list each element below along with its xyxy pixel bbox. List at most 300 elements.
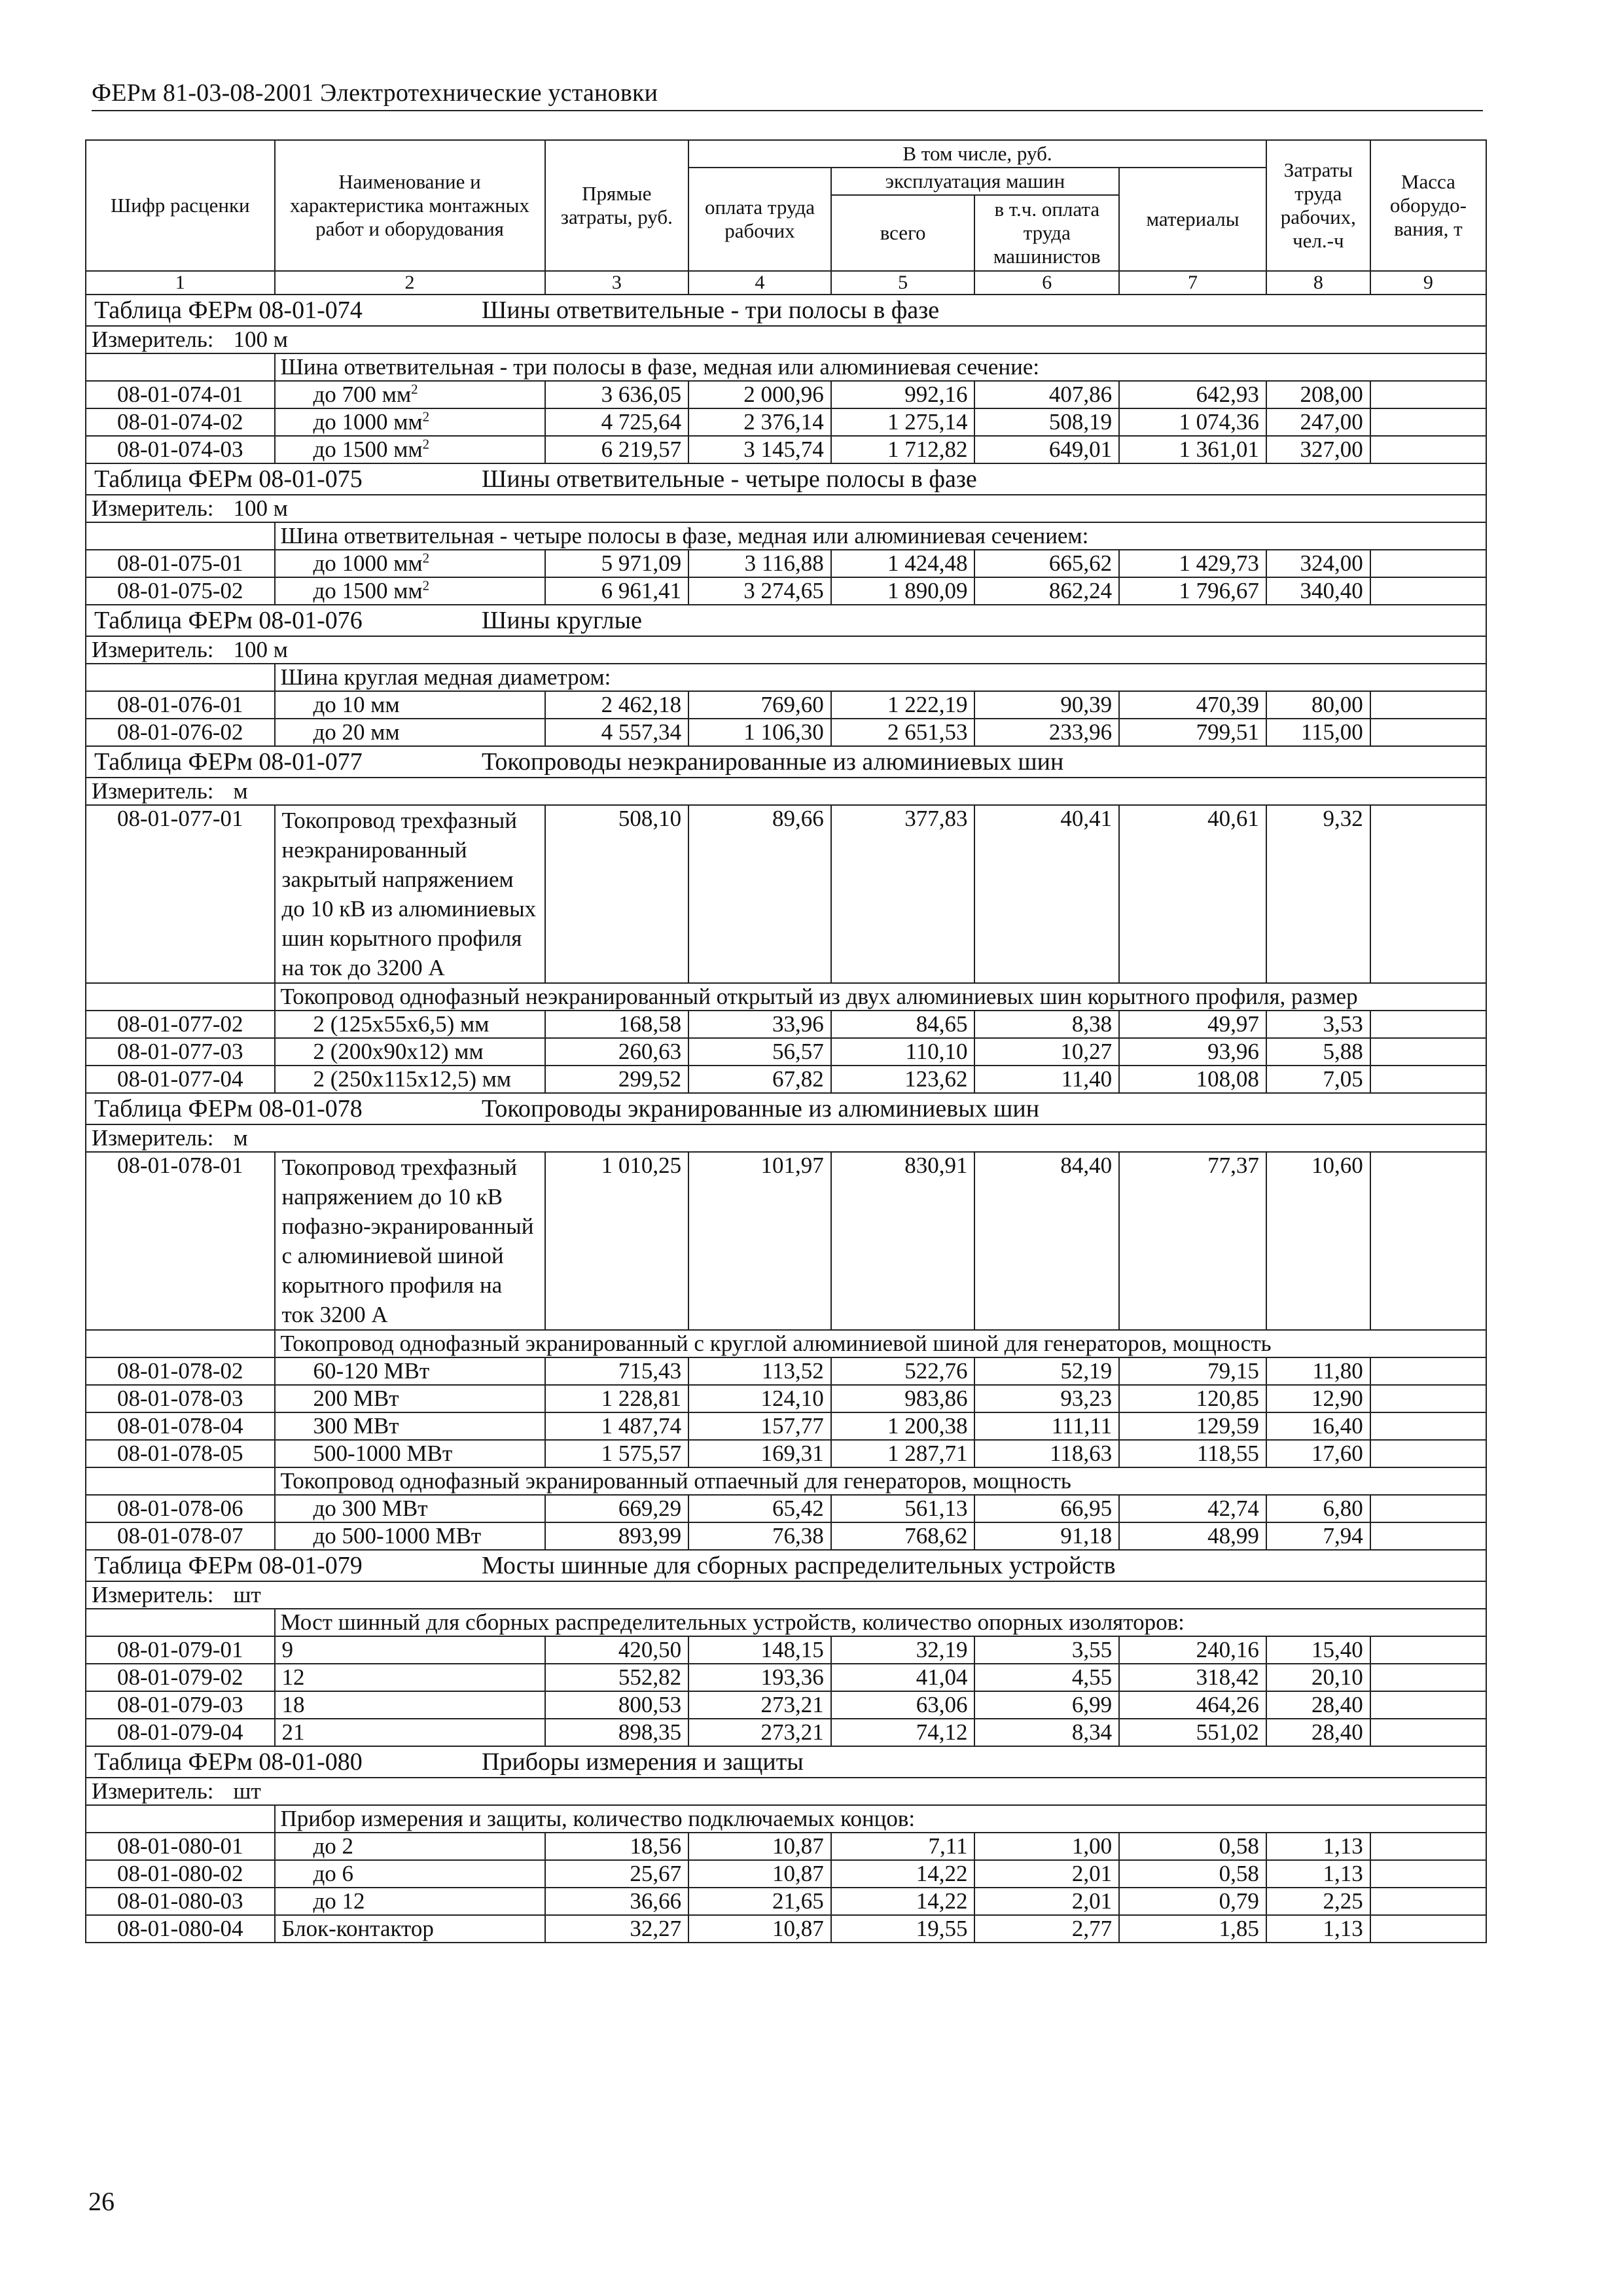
machines-total: 992,16 [831,381,975,408]
table-row [86,1385,1486,1412]
labor-hours: 3,53 [1266,1011,1370,1038]
equipment-mass [1370,1011,1486,1038]
machinist-wages: 6,99 [974,1691,1119,1719]
header-rule [92,110,1483,111]
materials: 642,93 [1119,381,1266,408]
rate-name [275,1522,545,1550]
materials: 470,39 [1119,691,1266,719]
rate-name-text: 9 [281,1637,293,1662]
col-code-header: Шифр расценки [86,140,275,271]
machinist-wages: 93,23 [974,1385,1119,1412]
column-number: 4 [688,271,831,295]
table-row [86,1664,1486,1691]
direct-costs: 18,56 [545,1833,689,1860]
direct-costs: 168,58 [545,1011,689,1038]
worker-wages: 101,97 [688,1152,831,1330]
worker-wages: 65,42 [688,1495,831,1522]
section-title-row [86,1550,1486,1581]
direct-costs: 1 228,81 [545,1385,689,1412]
rate-name-text: до 2 [313,1833,354,1859]
machinist-wages: 10,27 [974,1038,1119,1066]
machinist-wages: 649,01 [974,436,1119,463]
machines-total: 1 424,48 [831,550,975,577]
equipment-mass [1370,1664,1486,1691]
direct-costs: 1 487,74 [545,1412,689,1440]
rate-name-text: 300 МВт [313,1413,399,1439]
rate-code: 08-01-074-01 [86,381,275,408]
section-title-cell [86,1093,1486,1124]
machinist-wages: 4,55 [974,1664,1119,1691]
section-title: Токопроводы неэкранированные из алюминиевых шин [482,748,1064,776]
worker-wages: 76,38 [688,1522,831,1550]
equipment-mass [1370,1066,1486,1093]
section-measure-row [86,1124,1486,1152]
measure-label: Измеритель: [92,327,214,352]
group-description: Шина ответвительная - четыре полосы в фазе, медная или алюминиевая сечением: [275,522,1487,550]
section-title-row [86,746,1486,778]
equipment-mass [1370,436,1486,463]
rate-code: 08-01-077-02 [86,1011,275,1038]
direct-costs: 1 010,25 [545,1152,689,1330]
empty-cell [86,664,275,691]
labor-hours: 9,32 [1266,805,1370,983]
table-row [86,1915,1486,1943]
superscript: 2 [422,436,430,452]
machines-total: 830,91 [831,1152,975,1330]
group-description: Шина круглая медная диаметром: [275,664,1487,691]
group-description-row [86,1609,1486,1636]
rate-name-text: до 1000 мм [313,409,423,435]
group-description-row [86,353,1486,381]
rate-name [275,577,545,605]
machines-total: 123,62 [831,1066,975,1093]
machinist-wages: 407,86 [974,381,1119,408]
rate-code: 08-01-079-01 [86,1636,275,1664]
page-number: 26 [88,2187,115,2216]
machines-total: 1 275,14 [831,408,975,436]
group-description: Токопровод однофазный неэкранированный открытый из двух алюминиевых шин корытного профиля, размер [275,983,1487,1011]
direct-costs: 5 971,09 [545,550,689,577]
rate-name [275,550,545,577]
rate-code: 08-01-075-02 [86,577,275,605]
worker-wages: 3 274,65 [688,577,831,605]
equipment-mass [1370,1915,1486,1943]
labor-hours: 1,13 [1266,1833,1370,1860]
labor-hours: 2,25 [1266,1888,1370,1915]
equipment-mass [1370,1412,1486,1440]
column-numbers-row [86,271,1486,295]
measure-label: Измеритель: [92,1125,214,1151]
worker-wages: 124,10 [688,1385,831,1412]
machinist-wages: 233,96 [974,719,1119,746]
materials: 0,79 [1119,1888,1266,1915]
rate-name [275,1636,545,1664]
machinist-wages: 84,40 [974,1152,1119,1330]
direct-costs: 25,67 [545,1860,689,1888]
worker-wages: 3 116,88 [688,550,831,577]
superscript: 2 [422,577,430,594]
materials: 1 074,36 [1119,408,1266,436]
equipment-mass [1370,1152,1486,1330]
worker-wages: 33,96 [688,1011,831,1038]
group-description: Шина ответвительная - три полосы в фазе, медная или алюминиевая сечение: [275,353,1487,381]
rate-name [275,1038,545,1066]
superscript: 2 [411,381,418,397]
rate-name [275,1691,545,1719]
rates-table [85,139,1487,1943]
empty-cell [86,1805,275,1833]
materials: 1 796,67 [1119,577,1266,605]
section-title-cell [86,605,1486,636]
measure-label: Измеритель: [92,778,214,804]
rate-name [275,1719,545,1746]
worker-wages: 89,66 [688,805,831,983]
machines-total: 1 287,71 [831,1440,975,1467]
table-row [86,1066,1486,1093]
measure-label: Измеритель: [92,1582,214,1607]
equipment-mass [1370,1522,1486,1550]
section-title-cell [86,746,1486,778]
section-measure-cell [86,1581,1486,1609]
equipment-mass [1370,577,1486,605]
materials: 0,58 [1119,1833,1266,1860]
rate-code: 08-01-074-02 [86,408,275,436]
table-row [86,1522,1486,1550]
rate-code: 08-01-079-02 [86,1664,275,1691]
direct-costs: 6 961,41 [545,577,689,605]
machinist-wages: 862,24 [974,577,1119,605]
direct-costs: 1 575,57 [545,1440,689,1467]
materials: 1,85 [1119,1915,1266,1943]
machinist-wages: 111,11 [974,1412,1119,1440]
direct-costs: 299,52 [545,1066,689,1093]
materials: 40,61 [1119,805,1266,983]
section-title-row [86,605,1486,636]
rate-name [275,1412,545,1440]
rate-name [275,1888,545,1915]
column-number: 8 [1266,271,1370,295]
rate-code: 08-01-080-04 [86,1915,275,1943]
empty-cell [86,522,275,550]
rate-name-text: 2 (125x55x6,5) мм [313,1011,490,1037]
section-title: Мосты шинные для сборных распределительных устройств [482,1552,1116,1579]
materials: 1 429,73 [1119,550,1266,577]
rate-name-text: до 500-1000 МВт [313,1523,482,1549]
labor-hours: 7,94 [1266,1522,1370,1550]
worker-wages: 10,87 [688,1833,831,1860]
table-row [86,408,1486,436]
rate-code: 08-01-077-03 [86,1038,275,1066]
table-row [86,550,1486,577]
equipment-mass [1370,805,1486,983]
equipment-mass [1370,1357,1486,1385]
machinist-wages: 3,55 [974,1636,1119,1664]
rate-name-text: до 700 мм [313,382,412,407]
materials: 49,97 [1119,1011,1266,1038]
table-header [86,140,1486,295]
col-direct-header: Прямые затраты, руб. [545,140,689,271]
rate-name [275,1915,545,1943]
section-measure-row [86,1778,1486,1805]
table-row [86,381,1486,408]
section-measure-cell [86,1124,1486,1152]
rate-name-text: до 12 [313,1888,365,1914]
materials: 77,37 [1119,1152,1266,1330]
materials: 93,96 [1119,1038,1266,1066]
superscript: 2 [422,550,430,566]
column-number: 3 [545,271,689,295]
section-title-cell [86,295,1486,326]
rate-name-text: до 20 мм [313,719,400,745]
rate-code: 08-01-080-02 [86,1860,275,1888]
machinist-wages: 91,18 [974,1522,1119,1550]
col-mass-header: Масса оборудо-вания, т [1370,140,1486,271]
materials: 0,58 [1119,1860,1266,1888]
direct-costs: 898,35 [545,1719,689,1746]
machines-total: 14,22 [831,1888,975,1915]
rate-code: 08-01-079-04 [86,1719,275,1746]
measure-label: Измеритель: [92,1778,214,1804]
direct-costs: 4 725,64 [545,408,689,436]
rate-name-text: Блок-контактор [281,1916,434,1941]
rate-code: 08-01-078-03 [86,1385,275,1412]
section-measure-row [86,636,1486,664]
rate-code: 08-01-074-03 [86,436,275,463]
rate-name-text: до 6 [313,1861,354,1886]
materials: 108,08 [1119,1066,1266,1093]
rate-code: 08-01-077-01 [86,805,275,983]
rate-code: 08-01-080-01 [86,1833,275,1860]
page-header: ФЕРм 81-03-08-2001 Электротехнические установки [92,79,658,107]
materials: 42,74 [1119,1495,1266,1522]
rate-name-text: Токопровод трехфазный неэкранированный закрытый напряжением до 10 кВ из алюминиевых шин корытного профиля на ток до 3200 А [281,808,537,980]
empty-cell [86,983,275,1011]
table-row [86,805,1486,983]
rate-name-text: 500-1000 МВт [313,1441,453,1466]
empty-cell [86,353,275,381]
rate-code: 08-01-078-02 [86,1357,275,1385]
direct-costs: 508,10 [545,805,689,983]
materials: 240,16 [1119,1636,1266,1664]
labor-hours: 340,40 [1266,577,1370,605]
machinist-wages: 8,34 [974,1719,1119,1746]
rate-name-text: 200 МВт [313,1386,399,1411]
rate-name [275,1440,545,1467]
machines-total: 7,11 [831,1833,975,1860]
measure-value: шт [233,1582,261,1607]
empty-cell [86,1609,275,1636]
rate-name-text: до 10 мм [313,692,400,717]
section-measure-row [86,778,1486,805]
worker-wages: 769,60 [688,691,831,719]
labor-hours: 16,40 [1266,1412,1370,1440]
section-title: Шины ответвительные - три полосы в фазе [482,296,940,324]
equipment-mass [1370,719,1486,746]
machinist-wages: 665,62 [974,550,1119,577]
direct-costs: 32,27 [545,1915,689,1943]
table-row [86,1038,1486,1066]
rate-code: 08-01-078-01 [86,1152,275,1330]
rate-name [275,1357,545,1385]
section-code: Таблица ФЕРм 08-01-075 [94,465,363,493]
machinist-wages: 8,38 [974,1011,1119,1038]
materials: 799,51 [1119,719,1266,746]
equipment-mass [1370,1385,1486,1412]
table-row [86,1412,1486,1440]
table-row [86,1440,1486,1467]
table-row [86,1152,1486,1330]
col-wages-header: оплата труда рабочих [688,168,831,271]
measure-value: м [233,778,248,804]
materials: 79,15 [1119,1357,1266,1385]
machinist-wages: 118,63 [974,1440,1119,1467]
rate-name-text: до 1000 мм [313,550,423,576]
rate-name [275,436,545,463]
group-description-row [86,664,1486,691]
table-row [86,1011,1486,1038]
direct-costs: 893,99 [545,1522,689,1550]
machinist-wages: 66,95 [974,1495,1119,1522]
table-row [86,1691,1486,1719]
materials: 551,02 [1119,1719,1266,1746]
rate-code: 08-01-076-02 [86,719,275,746]
column-number: 2 [275,271,545,295]
section-code: Таблица ФЕРм 08-01-080 [94,1748,363,1776]
table-row [86,1719,1486,1746]
materials: 129,59 [1119,1412,1266,1440]
empty-cell [86,1330,275,1357]
machines-total: 74,12 [831,1719,975,1746]
measure-value: 100 м [233,637,288,662]
machinist-wages: 2,77 [974,1915,1119,1943]
labor-hours: 1,13 [1266,1915,1370,1943]
group-description: Мост шинный для сборных распределительных устройств, количество опорных изоляторов: [275,1609,1487,1636]
rate-name [275,1066,545,1093]
direct-costs: 3 636,05 [545,381,689,408]
labor-hours: 20,10 [1266,1664,1370,1691]
equipment-mass [1370,381,1486,408]
section-code: Таблица ФЕРм 08-01-077 [94,748,363,776]
section-measure-cell [86,636,1486,664]
machinist-wages: 52,19 [974,1357,1119,1385]
rate-code: 08-01-078-05 [86,1440,275,1467]
worker-wages: 113,52 [688,1357,831,1385]
table-row [86,1495,1486,1522]
col-name-header: Наименование и характеристика монтажных работ и оборудования [275,140,545,271]
rate-name-text: 2 (200x90x12) мм [313,1039,484,1064]
labor-hours: 28,40 [1266,1719,1370,1746]
section-title-cell [86,1550,1486,1581]
measure-value: шт [233,1778,261,1804]
rate-code: 08-01-075-01 [86,550,275,577]
section-title: Шины круглые [482,607,643,634]
rate-name [275,1152,545,1330]
machines-total: 14,22 [831,1860,975,1888]
group-description-row [86,1805,1486,1833]
direct-costs: 800,53 [545,1691,689,1719]
section-measure-row [86,326,1486,353]
section-title-row [86,1746,1486,1778]
labor-hours: 6,80 [1266,1495,1370,1522]
section-title-cell [86,463,1486,495]
labor-hours: 15,40 [1266,1636,1370,1664]
machines-total: 561,13 [831,1495,975,1522]
machines-total: 1 890,09 [831,577,975,605]
machines-total: 983,86 [831,1385,975,1412]
rate-name-text: до 300 МВт [313,1496,428,1521]
materials: 464,26 [1119,1691,1266,1719]
machinist-wages: 2,01 [974,1860,1119,1888]
labor-hours: 327,00 [1266,436,1370,463]
worker-wages: 56,57 [688,1038,831,1066]
equipment-mass [1370,691,1486,719]
rate-code: 08-01-078-04 [86,1412,275,1440]
rate-code: 08-01-077-04 [86,1066,275,1093]
direct-costs: 715,43 [545,1357,689,1385]
worker-wages: 193,36 [688,1664,831,1691]
empty-cell [86,1467,275,1495]
rate-name [275,1833,545,1860]
table-row [86,1888,1486,1915]
labor-hours: 10,60 [1266,1152,1370,1330]
measure-label: Измеритель: [92,637,214,662]
machines-total: 768,62 [831,1522,975,1550]
worker-wages: 169,31 [688,1440,831,1467]
rate-code: 08-01-078-07 [86,1522,275,1550]
col-machines-wages-header: в т.ч. оплата труда машинистов [974,195,1119,271]
direct-costs: 36,66 [545,1888,689,1915]
equipment-mass [1370,1888,1486,1915]
column-number: 7 [1119,271,1266,295]
section-code: Таблица ФЕРм 08-01-076 [94,607,363,634]
equipment-mass [1370,1495,1486,1522]
rate-name [275,408,545,436]
group-description-row [86,1467,1486,1495]
direct-costs: 4 557,34 [545,719,689,746]
machines-total: 63,06 [831,1691,975,1719]
rate-name [275,1664,545,1691]
rate-name-text: 60-120 МВт [313,1358,430,1384]
worker-wages: 10,87 [688,1860,831,1888]
col-materials-header: материалы [1119,168,1266,271]
worker-wages: 1 106,30 [688,719,831,746]
rate-name [275,1495,545,1522]
labor-hours: 11,80 [1266,1357,1370,1385]
section-code: Таблица ФЕРм 08-01-078 [94,1095,363,1122]
rate-code: 08-01-080-03 [86,1888,275,1915]
group-description-row [86,983,1486,1011]
machines-total: 110,10 [831,1038,975,1066]
rate-name [275,1011,545,1038]
rate-name [275,719,545,746]
group-description-row [86,1330,1486,1357]
machines-total: 1 712,82 [831,436,975,463]
rate-name [275,691,545,719]
rate-code: 08-01-076-01 [86,691,275,719]
labor-hours: 5,88 [1266,1038,1370,1066]
machinist-wages: 11,40 [974,1066,1119,1093]
labor-hours: 80,00 [1266,691,1370,719]
direct-costs: 260,63 [545,1038,689,1066]
machinist-wages: 1,00 [974,1833,1119,1860]
column-number: 6 [974,271,1119,295]
machinist-wages: 508,19 [974,408,1119,436]
direct-costs: 669,29 [545,1495,689,1522]
equipment-mass [1370,408,1486,436]
worker-wages: 3 145,74 [688,436,831,463]
rate-name-text: 2 (250x115x12,5) мм [313,1066,512,1092]
rate-name [275,381,545,408]
